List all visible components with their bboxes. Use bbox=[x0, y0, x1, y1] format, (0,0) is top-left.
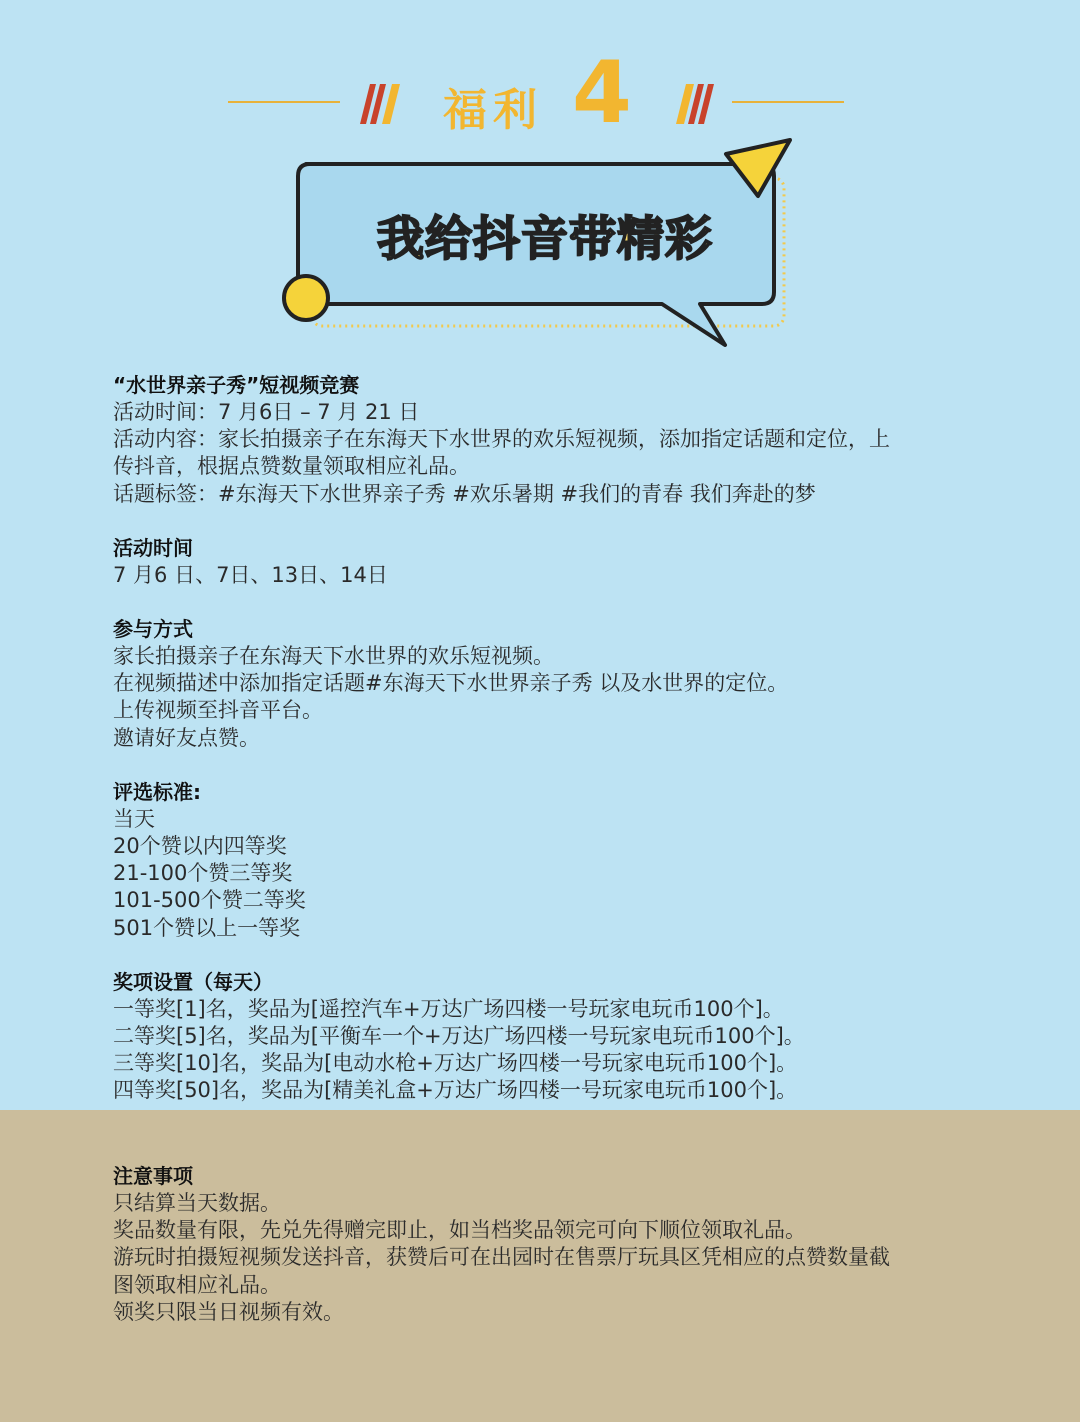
criteria-line: 101-500个赞二等奖 bbox=[113, 888, 306, 913]
main-content bbox=[113, 372, 973, 1105]
contest-title: “水世界亲子秀”短视频竞赛 bbox=[113, 373, 360, 397]
right-slashes-icon bbox=[676, 84, 718, 124]
prize-line: 二等奖[5]名，奖品为[平衡车一个+万达广场四楼一号玩家电玩币100个]。 bbox=[113, 1024, 805, 1049]
prize-line: 三等奖[10]名，奖品为[电动水枪+万达广场四楼一号玩家电玩币100个]。 bbox=[113, 1051, 798, 1076]
criteria-line: 21-100个赞三等奖 bbox=[113, 861, 293, 886]
bubble-title: 我给抖音带精彩 bbox=[377, 212, 713, 267]
criteria-line: 20个赞以内四等奖 bbox=[113, 834, 287, 859]
prize-line: 一等奖[1]名，奖品为[遥控汽车+万达广场四楼一号玩家电玩币100个]。 bbox=[113, 996, 784, 1021]
left-slashes-icon bbox=[360, 84, 402, 124]
participation-line: 在视频描述中添加指定话题#东海天下水世界亲子秀 以及水世界的定位。 bbox=[113, 671, 789, 696]
contest-line: 传抖音，根据点赞数量领取相应礼品。 bbox=[113, 454, 470, 479]
contest-line: 话题标签：#东海天下水世界亲子秀 #欢乐暑期 #我们的青春 我们奔赴的梦 bbox=[113, 481, 816, 506]
note-line: 奖品数量有限，先兑先得赠完即止，如当档奖品领完可向下顺位领取礼品。 bbox=[113, 1218, 806, 1243]
participation-line: 家长拍摄亲子在东海天下水世界的欢乐短视频。 bbox=[113, 644, 554, 669]
notes-title: 注意事项 bbox=[113, 1164, 193, 1188]
header-number: 4 bbox=[572, 43, 632, 143]
criteria-line: 当天 bbox=[113, 806, 155, 831]
note-line: 只结算当天数据。 bbox=[113, 1191, 281, 1215]
criteria-title: 评选标准: bbox=[113, 779, 201, 804]
contest-line: 活动内容：家长拍摄亲子在东海天下水世界的欢乐短视频，添加指定话题和定位，上 bbox=[113, 427, 890, 452]
activity-time-title: 活动时间 bbox=[113, 535, 193, 560]
notes-section bbox=[113, 1163, 973, 1326]
note-line: 图领取相应礼品。 bbox=[113, 1272, 281, 1297]
header-right-line bbox=[732, 101, 844, 103]
participation-line: 上传视频至抖音平台。 bbox=[113, 698, 323, 723]
note-line: 领奖只限当日视频有效。 bbox=[113, 1299, 344, 1324]
header-left-line bbox=[228, 101, 340, 103]
header-title: 福利 bbox=[443, 85, 543, 136]
activity-time-line: 7 月6 日、7日、13日、14日 bbox=[113, 562, 388, 587]
note-line: 游玩时拍摄短视频发送抖音，获赞后可在出园时在售票厅玩具区凭相应的点赞数量截 bbox=[113, 1245, 890, 1270]
prizes-title: 奖项设置（每天） bbox=[113, 969, 273, 994]
participation-title: 参与方式 bbox=[113, 617, 193, 642]
contest-line: 活动时间：7 月6日 – 7 月 21 日 bbox=[113, 400, 420, 424]
prize-line: 四等奖[50]名，奖品为[精美礼盒+万达广场四楼一号玩家电玩币100个]。 bbox=[113, 1078, 798, 1103]
participation-line: 邀请好友点赞。 bbox=[113, 725, 260, 750]
criteria-line: 501个赞以上一等奖 bbox=[113, 915, 301, 940]
